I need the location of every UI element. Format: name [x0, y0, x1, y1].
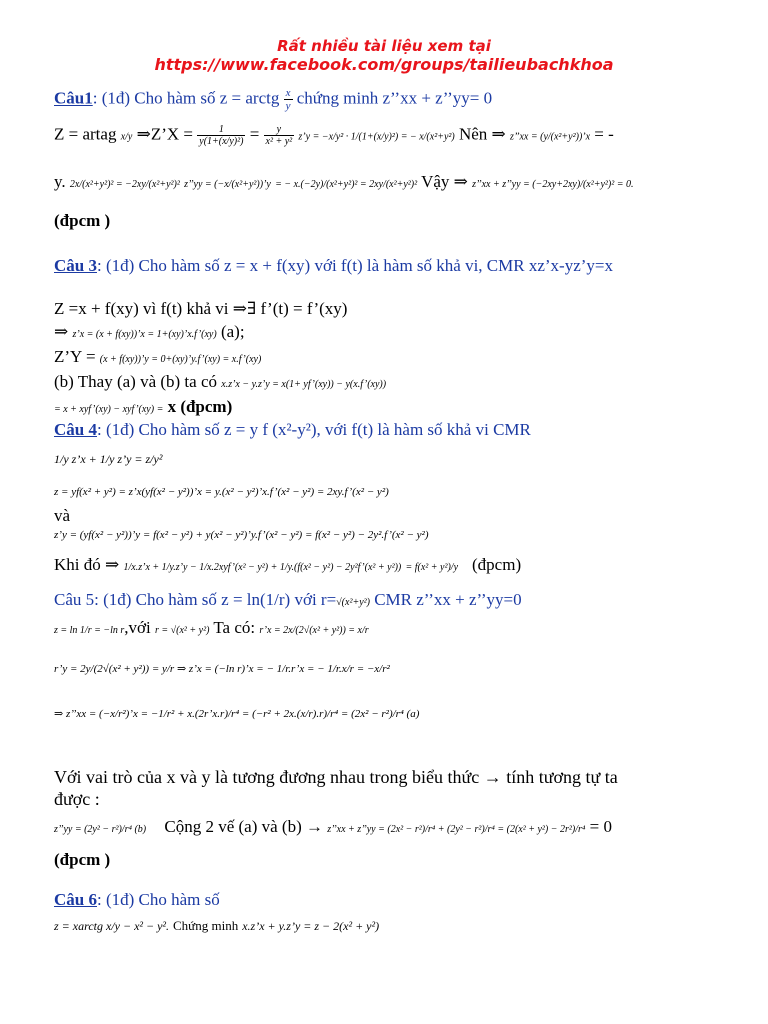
q4-line5: Khi đó ⇒ 1/x.z’x + 1/y.z’y − 1/x.2xyf’(x² − y²) + 1/y.(f(x² − y²) − 2y²f’(x² + y²)) = f(x² + y²)/y (đpcm) [54, 555, 522, 574]
q6-line1: z = xarctg x/y − x² − y². Chứng minh x.z’x + y.z’y = z − 2(x² + y²) [54, 918, 380, 933]
q1-end: (đpcm ) [54, 211, 111, 230]
q1-line2: y. 2x/(x²+y²)² = −2xy/(x²+y²)² z’’yy = (−x/(x²+y²))’y = − x.(−2y)/(x²+y²)² = 2xy/(x²+y²)² Vậy ⇒ z’’xx + z’’yy = (−2xy+2xy)/(x²+y²)² = 0. [54, 172, 634, 191]
header-line1: Rất nhiều tài liệu xem tại [277, 37, 491, 55]
q1-title: Câu1: (1đ) Cho hàm số z = arctg $\frac{x}{y}$ chứng minh z’’xx + z’’yy= 0 [54, 87, 493, 113]
q1-line1: Z = artag x/y ⇒Z’X = $\frac{1}{\text{y(1+(x/y)²)}}$ = $\frac{y}{\text{x² + y²}}$ z’y = −x/y² · 1/(1+(x/y)²) = − x/(x²+y²) Nên ⇒ z’’xx = (y/(x²+y²))’x = - [54, 124, 614, 147]
q1-title-frac: $\frac{x}{y}$ [285, 87, 291, 113]
q5-line4: Với vai trò của x và y là tương đương nhau trong biểu thức → tính tương tự ta [54, 767, 618, 787]
q4-title: Câu 4: (1đ) Cho hàm số z = y f (x²-y²), với f(t) là hàm số khả vi CMR [54, 420, 531, 439]
q3-line2: ⇒ z’x = (x + f(xy))’x = 1+(xy)’x.f’(xy) (a); [54, 322, 245, 341]
q3-line3: Z’Y = (x + f(xy))’y = 0+(xy)’y.f’(xy) = x.f’(xy) [54, 347, 262, 366]
q5-end: (đpcm ) [54, 850, 111, 869]
q1-label: Câu1 [54, 88, 93, 108]
q3-line5: = x + xyf’(xy) − xyf’(xy) = x (đpcm) [54, 397, 233, 416]
q4-line4: z’y = (yf(x² − y²))’y = f(x² − y²) + y(x² − y²)’y.f’(x² − y²) = f(x² − y²) − 2y².f’(x² − y²) [54, 529, 429, 541]
q3-line1: Z =x + f(xy) vì f(t) khả vi ⇒∃ f’(t) = f’(xy) [54, 299, 348, 318]
q4-line3: và [54, 506, 71, 525]
q6-title: Câu 6: (1đ) Cho hàm số [54, 890, 220, 909]
q4-line1: 1/y z’x + 1/y z’y = z/y² [54, 452, 163, 466]
q5-line2: r’y = 2y/(2√(x² + y²)) = y/r ⇒ z’x = (−ln r)’x = − 1/r.r’x = − 1/r.x/r = −x/r² [54, 663, 390, 675]
q3-line4: (b) Thay (a) và (b) ta có x.z’x − y.z’y = x(1+ yf’(xy)) − y(x.f’(xy)) [54, 372, 387, 391]
q5-line6: z’’yy = (2y² − r²)/r⁴ (b) Cộng 2 vế (a) và (b) → z’’xx + z’’yy = (2x² − r²)/r⁴ + (2y² − r²)/r⁴ = (2(x² + y²) − 2r²)/r⁴ = 0 [54, 817, 612, 836]
q5-line1: z = ln 1/r = −ln r,với r = √(x² + y²) Ta có: r’x = 2x/(2√(x² + y²)) = x/r [54, 618, 369, 637]
q4-line2: z = yf(x² + y²) = z’x(yf(x² − y²))’x = y.(x² − y²)’x.f’(x² − y²) = 2xy.f’(x² − y²) [54, 486, 389, 498]
q3-title: Câu 3: (1đ) Cho hàm số z = x + f(xy) với f(t) là hàm số khả vi, CMR xz’x-yz’y=x [54, 256, 614, 275]
q5-title: Câu 5: (1đ) Cho hàm số z = ln(1/r) với r=√(x²+y²) CMR z’’xx + z’’yy=0 [54, 590, 522, 609]
q5-line3: ⇒ z’’xx = (−x/r²)’x = −1/r² + x.(2r’x.r)/r⁴ = (−r² + 2x.(x/r).r)/r⁴ = (2x² − r²)/r⁴ (a) [54, 708, 420, 720]
q5-line5: được : [54, 789, 100, 809]
header-link[interactable]: https://www.facebook.com/groups/tailieubachkhoa [154, 55, 614, 74]
